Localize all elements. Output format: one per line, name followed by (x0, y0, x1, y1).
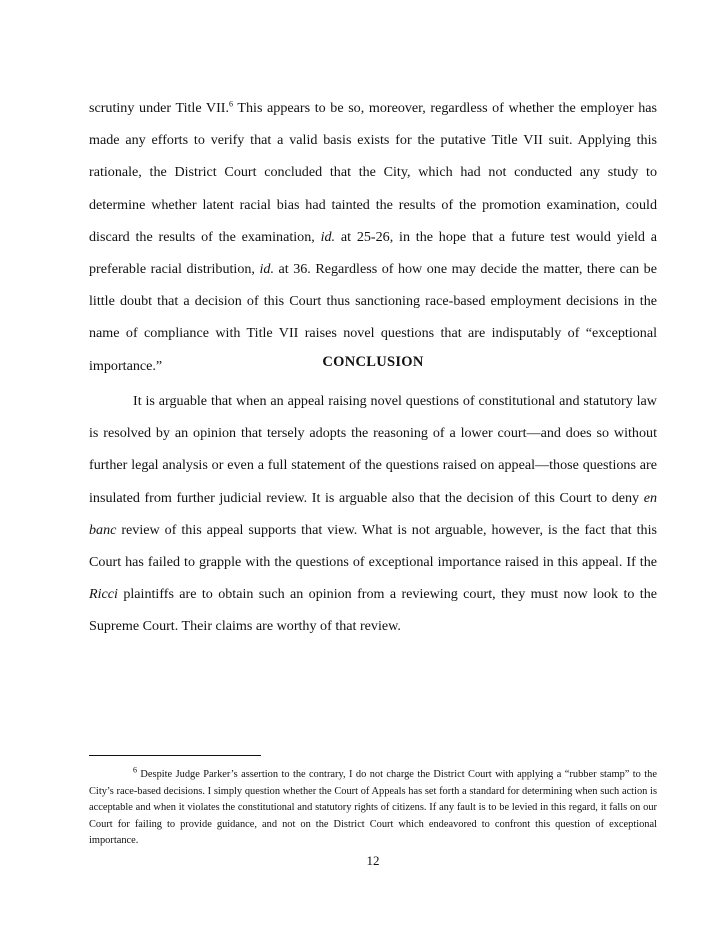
conclusion-paragraph (89, 385, 657, 643)
text-run: plaintiffs are to obtain such an opinion from a reviewing court, they must now look to the Supreme Court. Their claims are worthy of that review. (89, 586, 657, 635)
text-run: scrutiny under Title VII. (89, 100, 230, 116)
conclusion-heading: CONCLUSION (322, 354, 424, 370)
footnote-divider (89, 755, 261, 756)
footnote-6 (89, 767, 657, 850)
footnote-marker: 6 (133, 765, 137, 775)
footnote-marker: 6 (229, 99, 234, 109)
italic-text: id. (320, 228, 336, 245)
text-run: at 36. Regardless of how one may decide the matter, there can be little doubt that a decision of this Court thus sanctioning race-based employment decisions in the name of compliance with Title VII raises novel questions that are indisputably of “exceptional importance.” (89, 261, 657, 374)
text-run: Despite Judge Parker’s assertion to the contrary, I do not charge the District Court with applying a “rubber stamp” to the City’s race-based decisions. I simply question whether the Court of Appeals has set forth a standard for determining when such action is acceptable and when it violates the constitutional and statutory rights of citizens. If any fault is to be levied in this regard, it falls on our Court for failing to provide guidance, and not on the District Court which endeavored to confront this question of exceptional importance. (89, 769, 657, 847)
italic-text: Ricci (89, 586, 118, 603)
italic-text: en banc (89, 489, 657, 538)
italic-text: id. (259, 261, 274, 278)
body-paragraph-1 (89, 92, 657, 382)
text-run: review of this appeal supports that view. What is not arguable, however, is the fact that this Court has failed to grapple with the questions of exceptional importance raised in this appeal. If the (89, 521, 657, 571)
text-run: at 25-26, in the hope that a future test would yield a preferable racial distribution, (89, 228, 657, 278)
text-run: This appears to be so, moreover, regardless of whether the employer has made any efforts to verify that a valid basis exists for the putative Title VII suit. Applying this rationale, the District Court concluded that the City, which had not conducted any study to determine whether latent racial bias had tainted the results of the promotion examination, could discard the results of the examination, (89, 100, 657, 245)
text-run: It is arguable that when an appeal raising novel questions of constitutional and statutory law is resolved by an opinion that tersely adopts the reasoning of a lower court—and does so without further legal analysis or even a full statement of the questions raised on appeal—those questions are insulated from further judicial review. It is arguable also that the decision of this Court to deny (89, 393, 657, 506)
page-number: 12 (366, 853, 380, 868)
